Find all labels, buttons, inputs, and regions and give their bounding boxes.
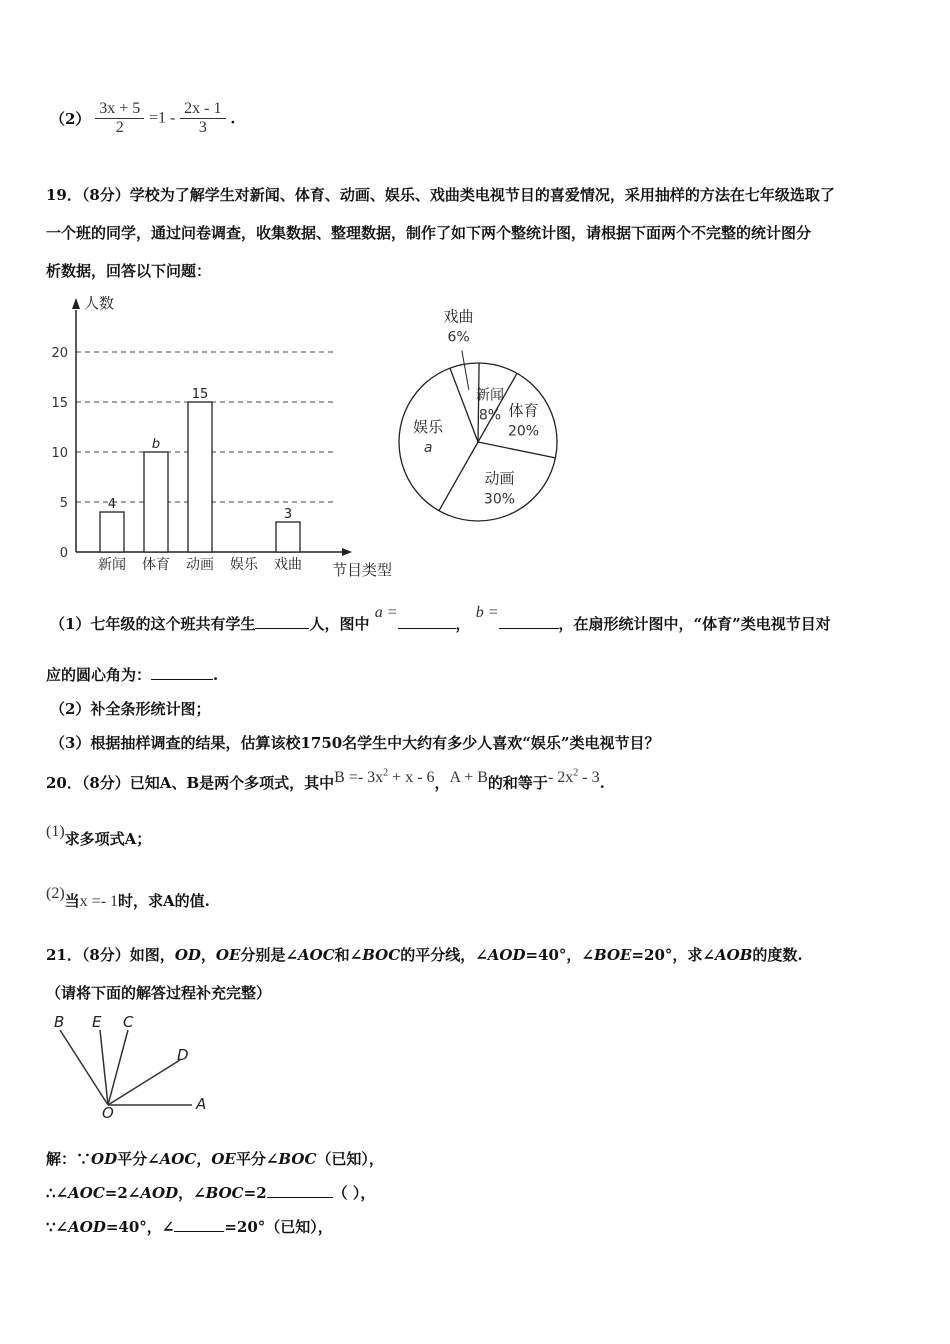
q19-line-1: 19．（8分）学校为了解学生对新闻、体育、动画、娱乐、戏曲类电视节目的喜爱情况，采用抽样的方法在七年级选取了 [46, 186, 835, 204]
answer-blank-angle[interactable] [151, 665, 213, 680]
q21-solution-line-1: 解：∵OD平分∠AOC，OE平分∠BOC（已知）， [46, 1150, 384, 1168]
x-axis-title: 节目类型 [332, 561, 393, 579]
label-b: B [54, 1013, 65, 1031]
bar-data-label: 3 [283, 507, 293, 522]
q21-stem: 21．（8分）如图，OD，OE分别是∠AOC和∠BOC的平分线，∠AOD=40°，∠BOE=20°，求∠AOB的度数. [46, 946, 803, 964]
answer-blank-boc[interactable] [267, 1183, 333, 1198]
q18-equation: （2） $\frac{3x + 5}{2}$ =1 - $\frac{2x - 1}{3}$ . [50, 100, 236, 136]
q21-note: （请将下面的解答过程补充完整） [46, 984, 272, 1002]
label-a: A [196, 1095, 207, 1113]
y-tick-label: 0 [59, 546, 68, 561]
q20-part-1: (1)求多项式A； [46, 823, 152, 848]
label-d: D [177, 1046, 189, 1064]
pie-slice-label: 6% [447, 329, 470, 346]
x-tick-label: 娱乐 [230, 557, 258, 573]
q19-sub-1-line-2: 应的圆心角为： . [46, 666, 219, 684]
pie-slice-label: 20% [507, 423, 540, 440]
fraction-1: $\frac{3x + 5}{2}$ [95, 100, 144, 137]
answer-blank-angle-name[interactable] [174, 1217, 224, 1232]
x-axis-arrow [342, 548, 352, 556]
x-tick-label: 新闻 [98, 557, 126, 573]
bar-data-label: 15 [191, 387, 209, 402]
bar-5 [276, 522, 300, 552]
b-expression: $B =- 3x^2 + x - 6$ [334, 767, 435, 786]
y-axis-arrow [72, 298, 80, 309]
bar-2 [144, 452, 168, 552]
pie-chart [390, 300, 580, 530]
pie-slice-name: 娱乐 [413, 418, 444, 437]
sum-value: - $2x^2 - 3$ [547, 767, 600, 786]
y-tick-label: 10 [51, 446, 68, 461]
bar-chart [40, 296, 410, 586]
y-tick-label: 20 [51, 346, 68, 361]
pie-slice-name: 动画 [484, 469, 515, 488]
bar-1 [100, 512, 124, 552]
label-e: E [92, 1013, 102, 1031]
q20-part-2: (2)当x =- 1时，求A的值. [46, 885, 210, 910]
q19-line-3: 析数据，回答以下问题： [46, 262, 212, 280]
q20-stem: 20．（8分）已知A、B是两个多项式，其中$B =- 3x^2 + x - 6$，A + B的和等于- $2x^2 - 3$. [46, 767, 605, 792]
q19-sub-2: （2）补全条形统计图； [50, 700, 211, 718]
q21-solution-line-2: ∴∠AOC=2∠AOD，∠BOC=2 （ ）， [46, 1184, 376, 1202]
label-o: O [102, 1104, 114, 1122]
bar-data-label: 4 [107, 497, 117, 512]
x-tick-label: 体育 [142, 557, 170, 573]
pie-slice-label: a [423, 440, 433, 457]
y-tick-label: 15 [51, 396, 68, 411]
pie-slice-name: 新闻 [475, 387, 504, 404]
q21-solution-line-3: ∵∠AOD=40°，∠ =20°（已知）， [46, 1218, 333, 1236]
x-tick-label: 戏曲 [274, 557, 302, 573]
pie-slice-label: 8% [478, 407, 502, 424]
q19-sub-1: （1）七年级的这个班共有学生 人，图中 a =， b =，在扇形统计图中，“体育”类电视节目对 [50, 604, 831, 633]
q19-sub-3: （3）根据抽样调查的结果，估算该校1750名学生中大约有多少人喜欢“娱乐”类电视节目？ [50, 734, 660, 752]
pie-slice-label: 30% [483, 491, 516, 508]
bar-3 [188, 402, 212, 552]
y-axis-title: 人数 [84, 296, 115, 312]
x-tick-label: 动画 [186, 557, 214, 573]
fraction-2: $\frac{2x - 1}{3}$ [180, 100, 225, 137]
angle-figure [50, 1012, 220, 1122]
q19-line-2: 一个班的同学，通过问卷调查，收集数据、整理数据，制作了如下两个整统计图，请根据下面两个不完整的统计图分 [46, 224, 812, 242]
answer-blank-students[interactable] [255, 614, 309, 629]
pie-slice-name: 体育 [508, 401, 539, 420]
label-c: C [123, 1013, 134, 1031]
bar-data-label: b [151, 437, 161, 452]
y-tick-label: 5 [59, 496, 68, 511]
answer-blank-a[interactable] [398, 614, 456, 629]
answer-blank-b[interactable] [499, 614, 559, 629]
pie-slice-name: 戏曲 [443, 307, 474, 326]
